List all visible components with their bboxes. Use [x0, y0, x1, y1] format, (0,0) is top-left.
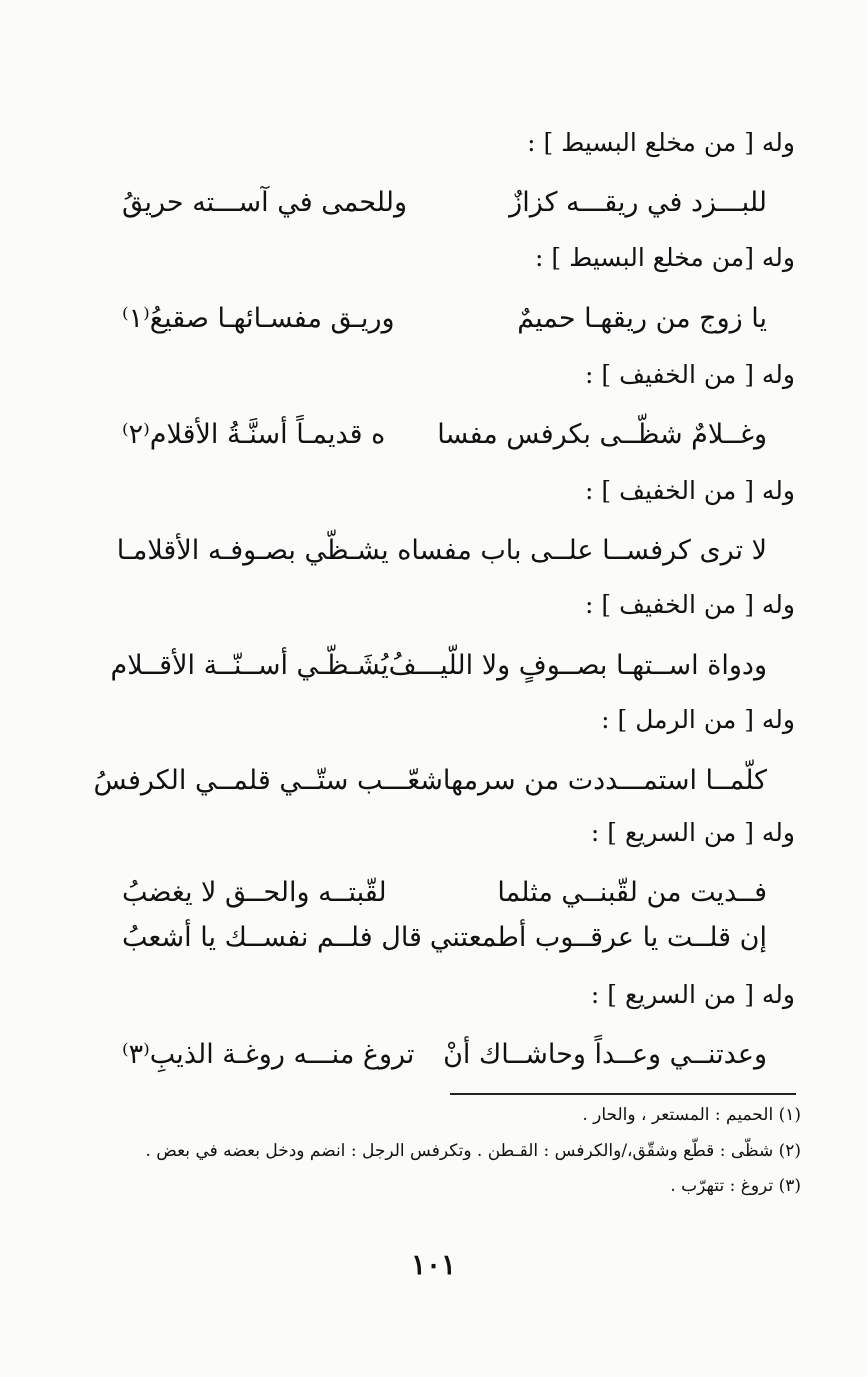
verse-second-hemistich: قال فلــم نفســك يا أشعبُ [122, 921, 422, 953]
verse-second-hemistich: تروغ منـــه روغـة الذيبِ⁽٣⁾ [122, 1038, 415, 1070]
section-heading: وله [ من الخفيف ] : [585, 476, 795, 505]
verse-second-hemistich: وريـق مفسـائهـا صقيعُ⁽١⁾ [122, 302, 395, 334]
verse-second-hemistich: وللحمى في آســـته حريقُ [122, 186, 408, 218]
footnote: (٣) تروغ : تتهرّب . [670, 1176, 801, 1196]
verse-first-hemistich: يا زوج من ريقهـا حميمٌ [517, 302, 767, 334]
verse-second-hemistich: يُشَـظّـي أســنّــة الأقــلام [110, 649, 389, 681]
verse-first-hemistich: كلّمــا استمـــددت من سرمها [442, 764, 767, 796]
verse-line [93, 760, 767, 800]
section-heading: وله [ من السريع ] : [590, 818, 795, 847]
section-heading: وله [ من الخفيف ] : [585, 360, 795, 389]
section-heading: وله [ من السريع ] : [590, 980, 795, 1009]
verse-second-hemistich: لقّبتــه والحــق لا يغضبُ [122, 876, 387, 908]
verse-line [122, 1034, 767, 1074]
verse-first-hemistich: وغــلامٌ شظّــى بكرفس مفسا [437, 418, 767, 450]
section-heading: وله [ من مخلع البسيط ] : [527, 128, 795, 157]
verse-first-hemistich: للبـــزد في ريقـــه كزازٌ [509, 186, 767, 218]
verse-line [122, 414, 767, 454]
verse-second-hemistich: ه يشـظّي بصـوفـه الأقلامـا [116, 534, 412, 566]
footnote: (٢) شظّى : قطّع وشقّق،/والكرفس : القـطن . وتكرفس الرجل : انضم ودخل بعضه في بعض . [145, 1141, 801, 1161]
verse-first-hemistich: إن قلــت يا عرقــوب أطمعتني [429, 921, 767, 953]
verse-second-hemistich: ه قديمـاً أسنَّـةُ الأقلام⁽٢⁾ [122, 418, 386, 450]
verse-first-hemistich: فــديت من لقّبنــي مثلما [497, 876, 767, 908]
footnote: (١) الحميم : المستعر ، والحار . [582, 1105, 801, 1125]
section-heading: وله [ من الخفيف ] : [585, 590, 795, 619]
verse-line [110, 645, 767, 685]
verse-line [122, 872, 767, 912]
section-heading: وله [ من الرمل ] : [601, 705, 795, 734]
section-heading: وله [من مخلع البسيط ] : [535, 243, 795, 272]
verse-line [122, 917, 767, 957]
verse-second-hemistich: شعّـــب ستّــي قلمــي الكرفسُ [93, 764, 443, 796]
verse-first-hemistich: ودواة اســتهـا بصــوفٍ ولا اللّيـــفُ [388, 649, 767, 681]
verse-line [116, 530, 767, 570]
verse-first-hemistich: لا ترى كرفســا علــى باب مفسا [411, 534, 767, 566]
verse-line [122, 182, 767, 222]
verse-line [122, 298, 767, 338]
page-number: ١٠١ [410, 1248, 457, 1281]
verse-first-hemistich: وعدتنــي وعــداً وحاشــاك أنْ [443, 1038, 767, 1070]
footnote-divider [450, 1093, 796, 1095]
